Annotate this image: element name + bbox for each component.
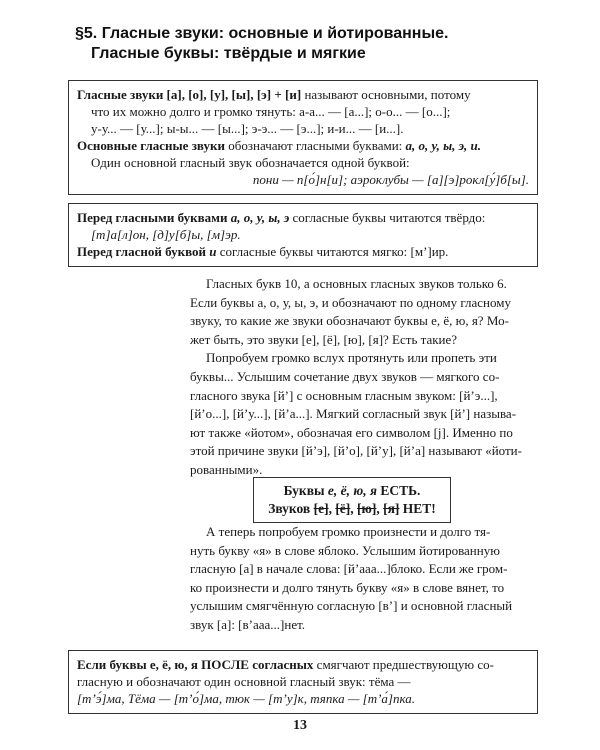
text-line: рованными». xyxy=(190,461,263,477)
callout-box-letters xyxy=(253,477,451,523)
text-line: гласную [а] в начале слова: [й’ааа...]блоко. Если же гром- xyxy=(190,561,508,577)
paragraph-iotated xyxy=(190,275,540,480)
separator: , xyxy=(350,501,358,516)
struck-sound: [ю] xyxy=(357,501,377,516)
vowel-letters: и xyxy=(209,244,217,259)
rule-bold-text: Перед гласными буквами xyxy=(77,210,231,225)
struck-sound: [я] xyxy=(383,501,400,516)
vowel-letters: а, о, у, ы, э, и. xyxy=(405,138,482,153)
rule-example: [т]а[л]он, [д]у[б]ы, [м]эр. xyxy=(91,227,241,242)
struck-sound: [е] xyxy=(313,501,329,516)
heading-line-2: Гласные буквы: твёрдые и мягкие xyxy=(91,45,366,62)
separator: , xyxy=(328,501,336,516)
rule-bold-text: Перед гласной буквой xyxy=(77,244,210,259)
rule-text: согласные буквы читаются мягко: [м’]ир. xyxy=(216,244,449,259)
rule-text: у-у... — [у...]; ы-ы... — [ы...]; э-э... — [э...]; и-и... — [и...]. xyxy=(91,121,404,136)
text-line: буквы... Услышим сочетание двух звуков — мягкого со- xyxy=(190,368,500,384)
rule-box-hard-consonants xyxy=(68,203,538,267)
callout-text: Звуков xyxy=(268,501,314,516)
rule-text: обозначают гласными буквами: xyxy=(224,138,406,153)
section-heading xyxy=(75,24,575,64)
text-line: жет быть, это звуки [е], [ё], [ю], [я]? Есть такие? xyxy=(190,331,458,347)
vowel-letters: а, о, у, ы, э xyxy=(230,210,290,225)
rule-text: что их можно долго и громко тянуть: а-а... — [а...]; о-о... — [о...]; xyxy=(91,104,451,119)
rule-bold-text: Основные гласные звуки xyxy=(77,138,225,153)
rule-text: смягчают предшествующую со- xyxy=(313,657,494,672)
separator: , xyxy=(376,501,384,516)
rule-text: согласные буквы читаются твёрдо: xyxy=(289,210,486,225)
rule-bold-text: Гласные звуки [а], [о], [у], [ы], [э] + [и] xyxy=(77,87,302,102)
text-line: звук [а]: [в’ааа...]нет. xyxy=(190,616,306,632)
text-line: ко произнести и долго тянуть букву «я» в слове вянет, то xyxy=(190,579,505,595)
rule-example: [т’э́]ма, Тёма — [т’о́]ма, тюк — [т’у]к, тяпка — [т’а́]пка. xyxy=(77,691,415,706)
text-line: ют также «йотом», обозначая его символом [j]. Именно по xyxy=(190,424,513,440)
rule-text: Один основной гласный звук обозначается одной буквой: xyxy=(91,155,410,170)
paragraph-example xyxy=(190,523,540,635)
rule-text: называют основными, потому xyxy=(301,87,471,102)
text-line: гласного звука [й’] с основным гласным звуком: [й’э...], xyxy=(190,387,498,403)
rule-text: гласную и обозначают один основной гласный звук: тёма — xyxy=(77,674,411,689)
rule-bold-text: Если буквы е, ё, ю, я ПОСЛЕ согласных xyxy=(77,657,314,672)
callout-text: НЕТ! xyxy=(399,501,436,516)
page-number: 13 xyxy=(293,718,307,733)
text-line: А теперь попробуем громко произнести и долго тя- xyxy=(206,524,491,539)
rule-box-soft-consonants xyxy=(68,650,538,714)
heading-line-1: §5. Гласные звуки: основные и йотированные. xyxy=(75,25,449,42)
text-line: [й’о...], [й’у...], [й’а...]. Мягкий согласный звук [й’] называ- xyxy=(190,406,517,422)
struck-sound: [ё] xyxy=(335,501,351,516)
rule-box-basic-vowels xyxy=(68,80,538,195)
text-line: звуку, то какие же звуки обозначают буквы е, ё, ю, я? Мо- xyxy=(190,313,509,329)
text-line: услышим смягчённую согласную [в’] и основной гласный xyxy=(190,598,513,614)
text-line: этой причине звуки [й’э], [й’о], [й’у], [й’а] называют «йоти- xyxy=(190,443,522,459)
callout-letters: е, ё, ю, я xyxy=(327,483,377,498)
text-line: Гласных букв 10, а основных гласных звуков только 6. xyxy=(206,276,507,291)
text-line: нуть букву «я» в слове яблоко. Услышим йотированную xyxy=(190,542,500,558)
text-line: Если буквы а, о, у, ы, э, и обозначают по одному гласному xyxy=(190,294,511,310)
callout-text: Буквы xyxy=(283,483,328,498)
callout-text: ЕСТЬ. xyxy=(376,483,421,498)
text-line: Попробуем громко вслух протянуть или пропеть эти xyxy=(206,350,497,366)
rule-example: пони — п[о́]н[и]; аэроклубы — [а][э]рокл[у́]б[ы]. xyxy=(252,172,529,187)
